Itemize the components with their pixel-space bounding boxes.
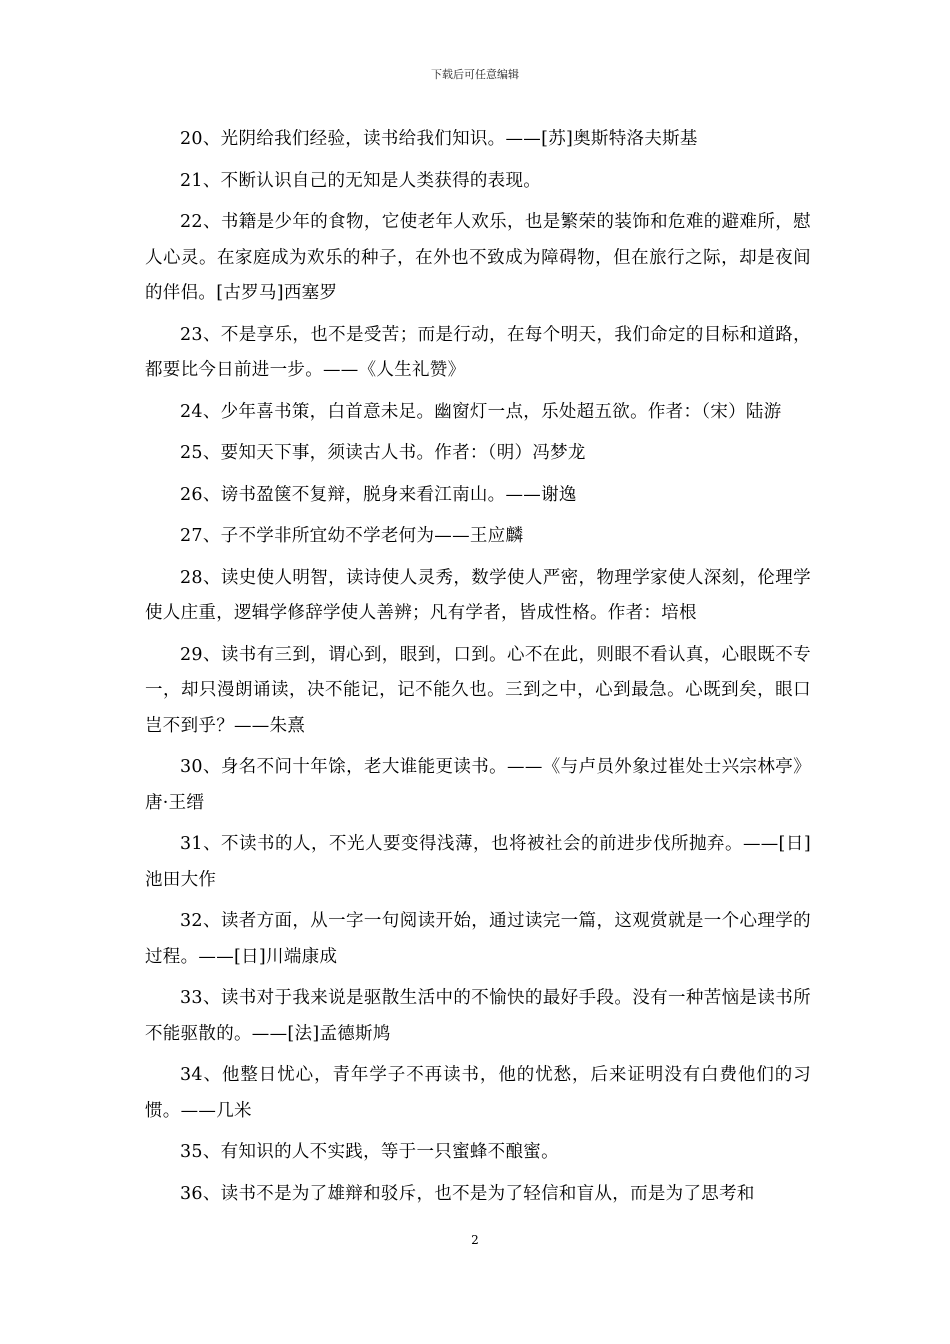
quote-paragraph: 33、读书对于我来说是驱散生活中的不愉快的最好手段。没有一种苦恼是读书所不能驱散的。——[法]孟德斯鸠 (145, 988, 811, 1044)
quote-paragraph: 23、不是享乐，也不是受苦；而是行动，在每个明天，我们命定的目标和道路，都要比今日前进一步。——《人生礼赞》 (145, 324, 811, 380)
quote-paragraph: 30、身名不问十年馀，老大谁能更读书。——《与卢员外象过崔处士兴宗林亭》唐·王缙 (145, 757, 811, 813)
quote-paragraph: 21、不断认识自己的无知是人类获得的表现。 (180, 170, 542, 191)
quote-paragraph: 20、光阴给我们经验，读书给我们知识。——[苏]奥斯特洛夫斯基 (180, 129, 698, 149)
quote-paragraph: 28、读史使人明智，读诗使人灵秀，数学使人严密，物理学家使人深刻，伦理学使人庄重，逻辑学修辞学使人善辨；凡有学者，皆成性格。作者：培根 (145, 567, 811, 623)
quote-paragraph: 32、读者方面，从一字一句阅读开始，通过读完一篇，这观赏就是一个心理学的过程。——[日]川端康成 (145, 911, 811, 967)
quote-paragraph: 34、他整日忧心，青年学子不再读书，他的忧愁，后来证明没有白费他们的习惯。——几米 (145, 1065, 811, 1121)
quote-paragraph: 29、读书有三到，谓心到，眼到，口到。心不在此，则眼不看认真，心眼既不专一，却只漫朗诵读，决不能记，记不能久也。三到之中，心到最急。心既到矣，眼口岂不到乎？——朱熹 (145, 644, 811, 736)
page-header: 下载后可任意编辑 (431, 68, 519, 81)
quote-paragraph: 25、要知天下事，须读古人书。作者：（明）冯梦龙 (180, 443, 586, 463)
quote-paragraph: 27、子不学非所宜幼不学老何为——王应麟 (180, 526, 524, 546)
quote-paragraph: 22、书籍是少年的食物，它使老年人欢乐，也是繁荣的装饰和危难的避难所，慰人心灵。在家庭成为欢乐的种子，在外也不致成为障碍物，但在旅行之际，却是夜间的伴侣。[古罗马]西塞罗 (145, 212, 811, 303)
quote-paragraph: 24、少年喜书策，白首意未足。幽窗灯一点，乐处超五欲。作者：（宋）陆游 (180, 401, 782, 422)
quote-paragraph: 35、有知识的人不实践，等于一只蜜蜂不酿蜜。 (180, 1142, 559, 1162)
document-body (145, 122, 811, 1218)
quote-paragraph: 31、不读书的人，不光人要变得浅薄，也将被社会的前进步伐所抛弃。——[日]池田大作 (145, 834, 811, 890)
page-number: 2 (471, 1233, 479, 1247)
quote-paragraph: 26、谤书盈箧不复辩，脱身来看江南山。——谢逸 (180, 484, 577, 505)
quote-paragraph: 36、读书不是为了雄辩和驳斥，也不是为了轻信和盲从，而是为了思考和 (180, 1183, 755, 1204)
